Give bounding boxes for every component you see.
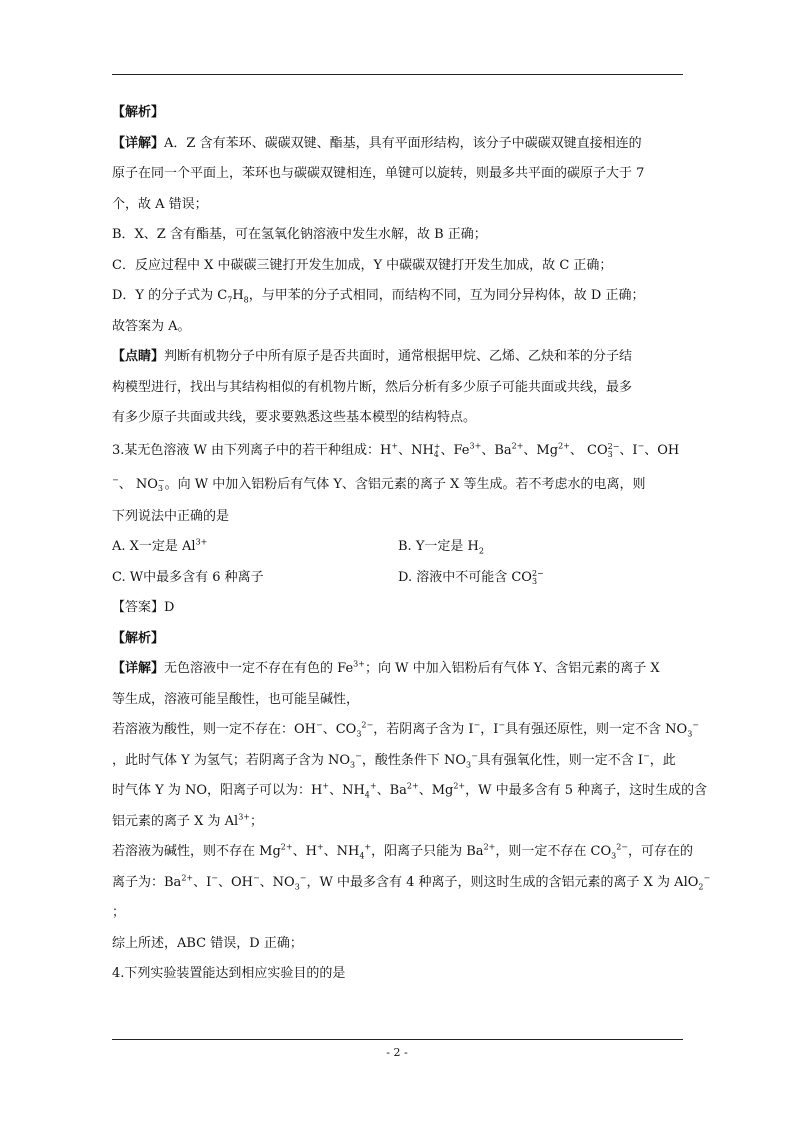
analysis-heading: 【解析】 xyxy=(112,105,165,120)
q3-stem-line3: 下列说法中正确的是 xyxy=(112,508,230,524)
q3-option-c: C. W中最多含有 6 种离子 xyxy=(112,569,264,585)
q3-base-line2: 离子为：$Ba^{2+}$、I−、OH−、$NO_3^-$，W 中最多含有 4 种离子，则这时生成的含铝元素的离子 X 为 AlO$_2$− xyxy=(112,873,711,892)
q4-stem: 4.下列实验装置能达到相应实验目的的是 xyxy=(112,966,346,981)
q3-answer: 【答案】D xyxy=(112,600,175,615)
q3-analysis-heading: 【解析】 xyxy=(112,630,165,646)
q2-detail-b: B．X、Z 含有酯基，可在氢氧化钠溶液中发生水解，故 B 正确； xyxy=(112,227,487,242)
q3-detail-line1: 【详解】无色溶液中一定不存在有色的 $Fe^{3+}$；向 W 中加入铝粉后有气体 Y、含铝元素的离子 X xyxy=(112,659,660,676)
q3-acid-line3: 时气体 Y 为 NO，阳离子可以为：H+、$NH_4^+$、$Ba^{2+}$、$Mg^{2+}$，W 中最多含有 5 种离子，这时生成的含 xyxy=(112,781,708,800)
footer-rule xyxy=(112,1039,683,1040)
q2-tip-line2: 构模型进行，找出与其结构相似的有机物片断，然后分析有多少原子可能共面或共线，最多 xyxy=(112,379,633,395)
q3-stem-line1: 3.某无色溶液 W 由下列离子中的若干种组成：H+、NH + 4 、$Fe^{3+}$、$Ba^{2+}$、$Mg^{2+}$、 CO 2− 3 、I−、OH xyxy=(112,441,680,459)
q3-base-line3: ； xyxy=(112,905,126,920)
q2-tip-line3: 有多少原子共面或共线，要求要熟悉这些基本模型的结构特点。 xyxy=(112,410,477,425)
q3-acid-line4: 铝元素的离子 X 为 $Al^{3+}$； xyxy=(112,812,264,829)
page-number: - 2 - xyxy=(386,1046,408,1059)
q2-detail-a-line1: 【详解】A．Z 含有苯环、碳碳双键、酯基，具有平面形结构，该分子中碳碳双键直接相连的 xyxy=(112,135,642,151)
q3-summary: 综上所述，ABC 错误，D 正确； xyxy=(112,935,303,951)
q3-option-a: A. X一定是 $Al^{3+}$ xyxy=(112,537,208,554)
q2-detail-a-line2: 原子在同一个平面上，苯环也与碳碳双键相连，单键可以旋转，则最多共平面的碳原子大于 7 xyxy=(112,166,645,181)
q2-conclusion: 故答案为 A。 xyxy=(112,318,191,334)
page-content xyxy=(112,98,711,990)
q3-options-row2 xyxy=(112,563,684,594)
q3-acid-line1: 若溶液为酸性，则一定不存在：OH−、$CO_3^{2-}$，若阴离子含为 I−，I−具有强还原性，则一定不含 $NO_3^-$ xyxy=(112,720,699,739)
tip-label: 【点睛】 xyxy=(112,349,165,364)
q3-detail-line2: 等生成，溶液可能呈酸性，也可能呈碱性， xyxy=(112,691,360,707)
q3-option-b: B. Y一定是 $H_2$ xyxy=(398,539,484,556)
header-rule xyxy=(112,74,683,75)
q2-tip-line1: 【点睛】判断有机物分子中所有原子是否共面时，通常根据甲烷、乙烯、乙炔和苯的分子结 xyxy=(112,349,633,364)
q3-options-row1 xyxy=(112,532,684,563)
q3-stem-line2: −、 NO − 3 。向 W 中加入铝粉后有气体 Y、含铝元素的离子 X 等生成。若不考虑水的电离，则 xyxy=(112,475,646,493)
q3-option-d: D. 溶液中不可能含 CO 2− 3 xyxy=(398,568,544,586)
q2-detail-c: C．反应过程中 X 中碳碳三键打开发生加成，Y 中碳碳双键打开发生加成，故 C 正确； xyxy=(112,257,613,273)
q3-base-line1: 若溶液为碱性，则不存在 $Mg^{2+}$、H+、$NH_4^+$，阳离子只能为 $Ba^{2+}$，则一定不存在 $CO_3^{2-}$，可存在的 xyxy=(112,842,694,861)
q2-detail-a-line3: 个，故 A 错误； xyxy=(112,196,208,212)
detail-label: 【详解】 xyxy=(112,135,165,151)
q2-detail-d: D．Y 的分子式为 $C_7H_8$，与甲苯的分子式相同，而结构不同，互为同分异构体，故 D 正确； xyxy=(112,288,645,305)
q3-acid-line2: ，此时气体 Y 为氢气；若阴离子含为 $NO_3^-$，酸性条件下 $NO_3^-$具有强氧化性，则一定不含 I−，此 xyxy=(112,751,676,770)
